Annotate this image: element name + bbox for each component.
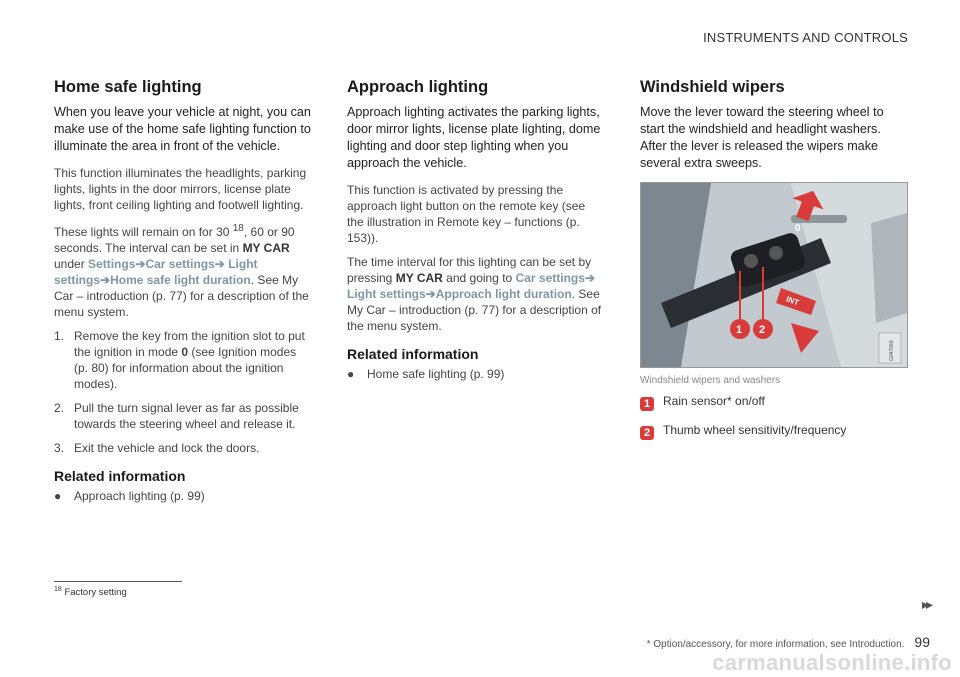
number-badge-icon: 1 [640,397,654,411]
related-title: Related information [54,468,186,484]
steps-list [54,328,312,456]
footnote-number: 18 [54,586,62,593]
arrow-right-icon: ➔ [214,257,225,271]
wiper-illustration [640,182,908,368]
list-item [347,366,605,382]
body-paragraph [347,254,605,334]
text-run: , 60 or 90 seconds. The interval can be set in [54,225,295,255]
footnote-text: Factory setting [64,587,127,599]
footnote-divider [54,581,182,582]
step-number: 2. [54,401,65,415]
page-number: 99 [914,634,930,650]
text-run: The time interval for this lighting can be set by pressing [347,255,592,285]
approach-lighting-section [347,78,605,382]
legend-text: Thumb wheel sensitivity/frequency [663,423,847,437]
related-title: Related information [347,346,479,362]
menu-path-item: Car settings [145,257,215,271]
intro-text: Move the lever toward the steering wheel to start the windshield and headlight washers. After the lever is released the wipers make several extra sweeps. [640,105,884,170]
text-run: under [54,257,89,271]
section-header: INSTRUMENTS AND CONTROLS [703,30,908,45]
body-paragraph: This function illuminates the headlights, parking lights, lights in the door mirrors, license plate lights, front ceiling lighting and footwell lighting. [54,166,307,212]
menu-path-item: Settings [88,257,136,271]
arrow-right-icon: ➔ [135,257,146,271]
next-page-icon[interactable]: ▸▸ [921,596,930,612]
step-text [74,328,312,392]
watermark: carmanualsonline.info [712,650,952,675]
list-item [54,400,312,432]
windshield-wipers-section [640,78,908,452]
intro-text: When you leave your vehicle at night, you can make use of the home safe lighting function to illuminate the area in front of the vehicle. [54,105,311,153]
intro-text: Approach lighting activates the parking lights, door mirror lights, license plate lighting, dome lighting and door step lighting when you approach the vehicle. [347,105,601,170]
step-text: Exit the vehicle and lock the doors. [74,441,260,455]
bullet-icon: ● [54,489,62,503]
legend-item [640,423,908,440]
wiper-lever-drawing [641,183,907,367]
position-0-label: 0 [795,223,801,234]
menu-path-item: Light settings [54,257,258,287]
footnote-ref: 18 [232,223,244,234]
position-int-label: INT [784,294,801,308]
menu-path-item: Car settings [515,271,585,285]
page-footer [647,634,930,650]
legend-item [640,394,908,411]
step-number: 1. [54,329,65,343]
list-item [54,328,312,392]
callout-2-label: 2 [759,324,766,336]
list-item [54,488,312,504]
menu-path-item: Approach light duration [435,287,572,301]
body-paragraph: This function is activated by pressing the approach light button on the remote key (see the illustration in Remote key – functions (p. 153)). [347,183,586,245]
arrow-right-icon: ➔ [425,287,436,301]
section-title: Home safe lighting [54,78,202,96]
arrow-right-icon: ➔ [584,271,595,285]
text-run: These lights will remain on for 30 [54,225,233,239]
text-run: . See My Car – introduction (p. 77) for a description of the menu system. [347,287,602,333]
text-run: . See My Car – introduction (p. 77) for a description of the menu system. [54,273,309,319]
footnote [54,586,127,598]
arrow-right-icon: ➔ [100,273,111,287]
text-run: (see Ignition modes (p. 80) for information about the ignition modes). [74,345,297,391]
figure-code: G047660 [889,340,895,361]
related-link[interactable]: Home safe lighting (p. 99) [367,367,505,381]
step-number: 3. [54,441,65,455]
section-title: Windshield wipers [640,78,785,96]
bullet-icon: ● [347,367,355,381]
legend-text: Rain sensor* on/off [663,394,765,408]
figure-caption: Windshield wipers and washers [640,375,781,386]
option-note: * Option/accessory, for more information, see Introduction. [646,639,905,650]
callout-1-label: 1 [736,324,743,336]
text-run: and going to [442,271,516,285]
mode-label: 0 [181,345,189,359]
number-badge-icon: 2 [640,426,654,440]
mycar-label: MY CAR [395,271,443,285]
menu-path-item: Home safe light duration [110,273,251,287]
mycar-label: MY CAR [242,241,290,255]
step-text: Pull the turn signal lever as far as possible towards the steering wheel and release it. [74,401,299,431]
home-safe-lighting-section [54,78,312,504]
related-link[interactable]: Approach lighting (p. 99) [74,489,205,503]
section-title: Approach lighting [347,78,489,96]
menu-path-item: Light settings [347,287,426,301]
list-item [54,440,312,456]
body-paragraph [54,221,312,320]
text-run: Remove the key from the ignition slot to put the ignition in mode [74,329,305,359]
